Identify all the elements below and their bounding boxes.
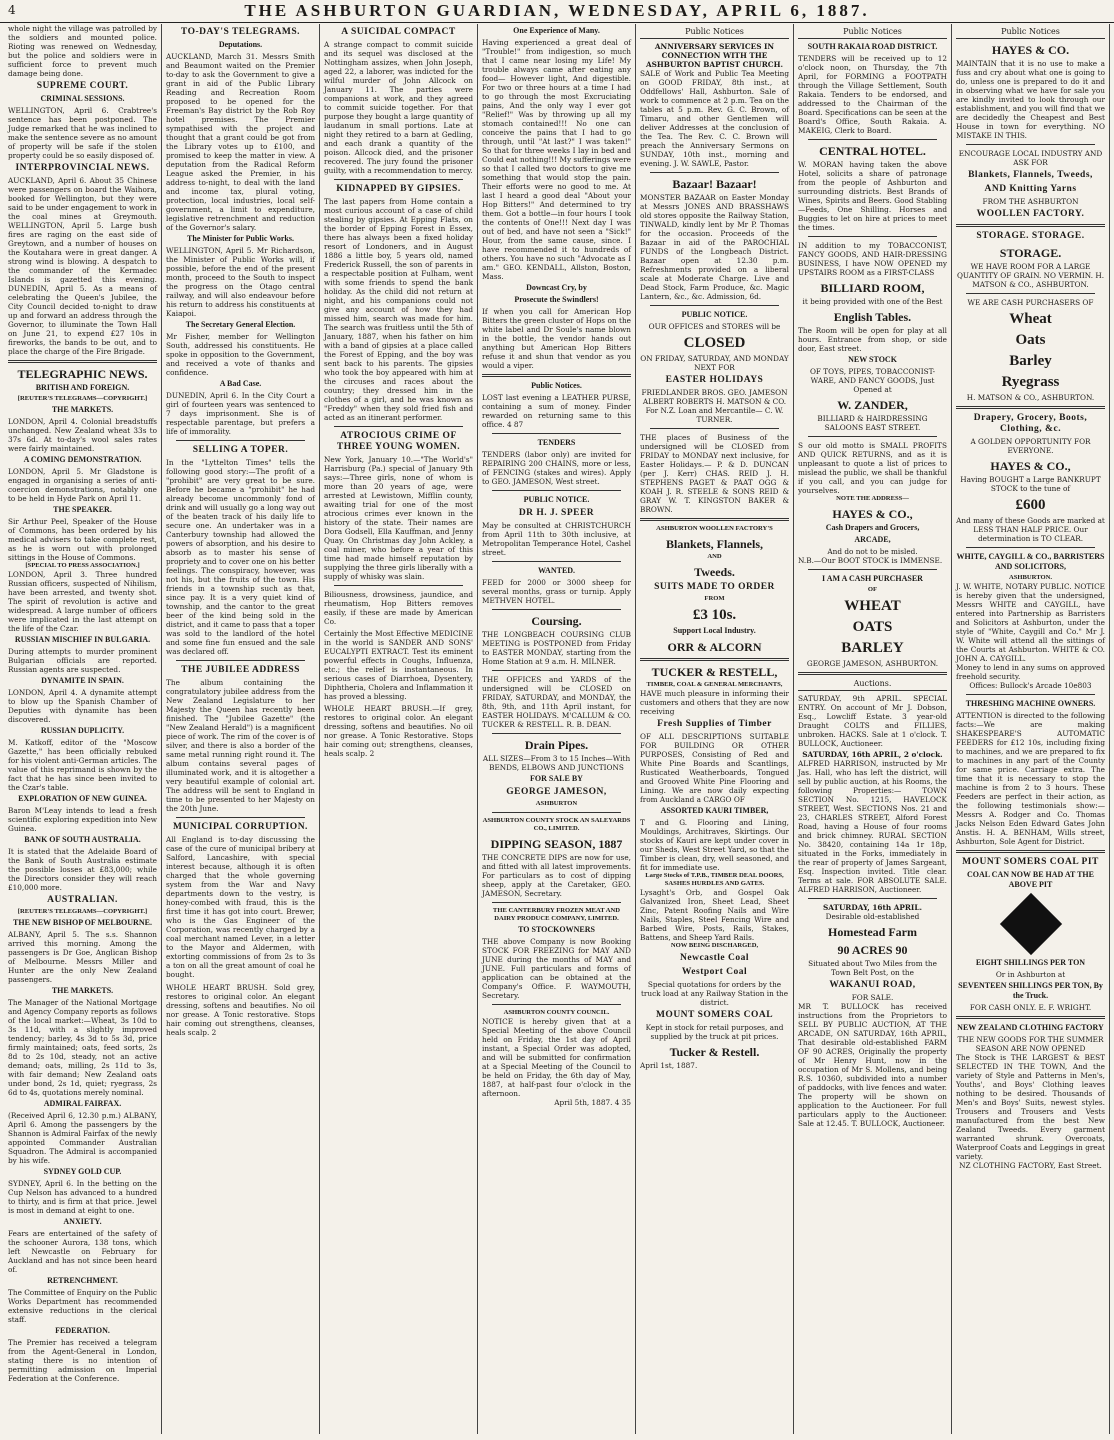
advertisement-heading: W. ZANDER, [837,398,908,412]
article-text: AUCKLAND, March 31. Messrs Smith and Beaumont waited on the Premier to-day to ask the Government to give a grant in aid of the Public Library Reading and Recreation Room proposed to be opened for the Freeman's Bay district by the Rob Roy hotel premises. The Premier sympathised with the project and thought that a grant could be got from the Library votes up to £100, and promised to keep the matter in view. A deputation from the Radical Reform League asked the Premier, in his address to-night, to deal with the land and income tax, plural voting, protection, local industries, local self-government, a limit to expenditure, legislative retrenchment and reduction of the Governor's salary. [166,52,315,232]
divider [176,660,305,661]
advertisement-heading: Blankets, Flannels, Tweeds, [968,170,1093,180]
article-heading: SELLING A TOPER. [192,445,289,455]
advertisement-text: ATTENTION is directed to the following facts:—We are making SHAKESPEARE'S AUTOMATIC FEEDERS for £12 10s, including fixing to machines, and we are prepared to fix to machines in any part of the County for same price. Carriage extra. The time that it is necessary to stop the machine is from 2 to 3 hours. These Feeders are perfect in their action, as the following testimonials show:— Messrs A. Rodger and Co. Thomas Jacks Nelson Eden Edward Gates John Anstis. H. A. BENHAM, Wills street, Ashburton, Sole Agent for District. [956,711,1105,846]
advertisement-price: £3 10s. [692,607,737,623]
advertisement-heading: NEW ZEALAND CLOTHING FACTORY [957,1023,1104,1032]
advertisement-heading: Tweeds. [694,565,735,579]
advertisement-text: Special quotations for orders by the truck load at any Railway Station in the district. [640,980,789,1007]
notice-heading: TENDERS [537,438,576,447]
advertisement-text: OF TOYS, PIPES, TOBACCONIST-WARE, AND FANCY GOODS, Just Opened at [809,367,936,394]
column-7 [952,24,1110,1434]
advertisement-text: MAINTAIN that it is no use to make a fuss and cry about what one is going to do, unless one is prepared to do it and in observing what we have for sale you are kindly invited to look through our establishment, and you will find that we are decidedly the Cheapest and Best House in town for everything. NO MISTAKE IN THIS. [956,59,1105,140]
notice-heading: ASHBURTON [535,800,578,807]
advertisement-text: The Room will be open for play at all hours. Entrance from shop, or side door, East street. [798,326,947,353]
columns [4,24,1110,1434]
auction-heading: 90 ACRES 90 [837,943,908,957]
advertisement-text: Or in Ashburton at [995,970,1066,979]
divider [956,406,1105,409]
masthead [0,0,1114,23]
article-text: The Premier has received a telegram from the Agent-General in London, stating there is no intention of permitting admission on Imperial Federation at the Conference. [8,1338,157,1383]
divider [966,694,1095,695]
article-text: Fears are entertained of the safety of the schooner Aurora, 138 tons, which left Newcastle on February for Auckland and has not since been heard of. [8,1229,157,1274]
advertisement-heading: HAYES & CO., [990,459,1071,473]
advertisement-heading: Cash Drapers and Grocers, [825,523,920,532]
notice-heading: SOUTH RAKAIA ROAD DISTRICT. [807,42,938,51]
advertisement-heading: Newcastle Coal [680,953,749,963]
notice-heading: Drain Pipes. [524,738,589,752]
advertisement-text: BILLIARD & HAIRDRESSING SALOONS EAST STREET. [817,414,928,432]
advertisement-text: IN addition to my TOBACCONIST, FANCY GOODS, AND HAIR-DRESSING BUSINESS, I have NOW OPENED my UPSTAIRS ROOM as a FIRST-CLASS [798,241,947,277]
divider [492,812,621,813]
notice-heading: EASTER HOLIDAYS [665,375,764,385]
article-heading: THE JUBILEE ADDRESS [181,665,300,675]
advertisement-heading: ASSORTED KAURI TIMBER, [660,806,769,815]
advertisement-heading: MOUNT SOMERS COAL PIT [962,857,1099,867]
auction-text: FOR SALE. [851,993,894,1002]
divider [966,547,1095,548]
article-heading: A SUICIDAL COMPACT [341,27,456,37]
advertisement-heading: Drapery, Grocery, Boots, Clothing, &c. [973,413,1088,434]
divider [176,817,305,818]
notice-date: April 1st, 1887. [640,1061,698,1070]
notice-heading: PUBLIC NOTICE. [681,310,748,319]
article-text: The album containing the congratulatory jubilee address from the New Zealand Legislature to her Majesty the Queen has recently been finished. The "Jubilee Gazette" (the "New Zealand Herald") is a magnificent piece of work. The rim of the cover is of silver, and there is also a border of the same metal running right round it. The album contains several pages of illuminated work, and it is altogether a very beautiful example of colonial art. The address will be sent to England in time to be presented to her Majesty on the 20th June. [166,678,315,813]
advertisement-heading: NOW BEING DISCHARGED, [670,942,759,949]
notice-text: May be consulted at CHRISTCHURCH from April 11th to 30th inclusive, at Metropolitan Temperance Hotel, Cashel street. [482,521,631,557]
advertisement-heading: STORAGE. STORAGE. [976,231,1085,241]
column-4 [478,24,636,1434]
advertisement-text: Biliousness, drowsiness, jaundice, and rheumatism, Hop Bitters removes easily, if these are made by American Co. [324,590,473,626]
divider [798,672,947,675]
diamond-ornament [999,893,1061,955]
advertisement-heading: FROM [704,595,725,602]
subheading: BRITISH AND FOREIGN. [35,383,130,392]
subheading: [REUTER'S TELEGRAMS—COPYRIGHT.] [17,395,148,402]
section-heading: Public Notices [798,27,947,39]
article-text: Baron M'Leay intends to lead a fresh scientific exploring expedition into New Guinea. [8,806,157,833]
notice-heading: GEORGE JAMESON, [506,787,607,797]
article-heading: KIDNAPPED BY GIPSIES. [336,184,461,194]
advertisement-text: WE HAVE ROOM FOR A LARGE QUANTITY OF GRAIN. NO VERMIN. H. MATSON & CO., ASHBURTON. [956,262,1105,289]
advertisement-text: S our old motto is SMALL PROFITS AND QUICK RETURNS, and as it is unpleasant to quote a list of prices to mislead the public, we shall be thankful if you call, and you can judge for yourselves. [798,441,947,495]
notice-text: J. W. WHITE, NOTARY PUBLIC. NOTICE is hereby given that the undersigned, Messrs WHITE and CAYGILL, have entered into Partnership as Barristers and Solicitors at Ashburton, under the style of "White, Caygill and Co." Mr J. W. White will attend all the sittings of the Courts at Ashburton. WHITE & CO. JOHN A. CAYGILL. [956,582,1105,663]
article-heading: A Bad Case. [219,379,262,388]
advertisement-heading: NEW STOCK [848,355,897,364]
article-text: A strange compact to commit suicide and its sequel was disclosed at the Nottingham assizes, when John Joseph, aged 22, a laborer, was indicted for the wilful murder of John Allcock on January 11. The parties were companions at work, and they agreed to commit suicide together. For that purpose they bought a large quantity of laudanum in small portions. Late at night they retired to a barn at Gedling, and each drank a quantity of the poison. Allcock died, and the prisoner recovered. The jury found the prisoner guilty, with a recommendation to mercy. [324,40,473,175]
notice-heading: ASHBURTON COUNTY COUNCIL. [503,1009,610,1016]
advertisement-heading: HAYES & CO., [832,507,913,521]
section-heading: AUSTRALIAN. [47,895,118,905]
divider [492,490,621,491]
advertisement-heading: STORAGE. [999,246,1062,260]
article-text: During attempts to murder prominent Bulgarian officials are reported. Russian agents are suspected. [8,647,157,674]
divider [640,518,789,521]
advertisement-heading: SUITS MADE TO ORDER [654,582,775,592]
notice-text: FRIEDLANDER BROS. GEO. JAMESON ALBERT ROBERTS H. MATSON & CO. For N.Z. Loan and Mercantile— C. W. TURNER. [641,388,788,424]
notice-text: OUR OFFICES and STORES will be [648,322,781,331]
subheading: CRIMINAL SESSIONS. [40,94,125,103]
advertisement-heading: AND [707,553,722,560]
article-text: AUCKLAND, April 6. About 35 Chinese were passengers on board the Waihora, booked for Wellington, but they were said to be under engagement to work in the coal mines at Greymouth. WELLINGTON, April 5. Large bush fires are raging on the east side of Greytown, and a number of houses on the Koutahara were in great danger. A strong wind is blowing. A despatch to the commander of the Kermadec Islands is gazetted this evening. DUNEDIN, April 5. As a means of celebrating the Queen's Jubilee, the City Council decided to-night to draw up and forward an address through the Governor, to illuminate the Town Hall on June 21, to expend £27 10s in fireworks, the bands to be out, and to place the charge of the Fire Brigade. [8,176,157,356]
advertisement-text: And many of these Goods are marked at LESS THAN HALF PRICE. Our determination is TO CLEAR. [956,516,1105,543]
article-text: LONDON, April 4. Colonial breadstuffs unchanged. New Zealand wheat 33s to 37s 6d. At to-day's wool sales rates were fairly maintained. [8,417,157,453]
advertisement-text: WHOLE HEART BRUSH. Sold grey, restores to original color. An elegant dressing, softens and beautifies. No oil nor grease. A Tonic restorative. Stops hair coming out strengthens, cleanses, heals scalp. 2 [166,983,315,1037]
divider [492,609,621,610]
article-heading: MUNICIPAL CORRUPTION. [173,822,308,832]
advertisement-text: Lysaght's Orb, and Gospel Oak Galvanized Iron, Sheet Lead, Sheet Zinc, Patent Roofing Nails and Wire Nails, Staples, Steel Fencing Wire and Barbed Wire, Posts, Rails, Stakes, Battens, and Sheep Yard Rails. [640,888,789,942]
advertisement-text: W. MORAN having taken the above Hotel, solicits a share of patronage from the people of Ashburton and surrounding districts. Best Brands of Wines, Spirits and Beers. Good Stabling—Feeds, One Shilling. Horses and Buggies to let on hire at prices to meet the times. [798,160,947,232]
auction-text: SATURDAY, 9th APRIL. SPECIAL ENTRY. On account of Mr J. Dobson, Esq., Lowcliff Estate. 3 year-old Draught COLTS and FILLIES, unbroken. HACKS. Sale at 1 o'clock. T. BULLOCK, Auctioneer. [798,694,947,748]
article-text: All England is to-day discussing the case of the cure of municipal bribery at Salford, Lancashire, with special interest because, although it is often charged that the whole governing system from the War and Navy departments down to the vestry, is honey-combed with fraud, this is the first time it has got into court. Brewer, who is the Gas Engineer of the Corporation, was recently charged by a coal merchant named Lever, in a letter to the Mayor and Aldermen, with extorting commissions of from 2s to 3s a ton on all the great amount of coal he bought. [166,835,315,979]
notice-heading: WHITE, CAYGILL & CO., BARRISTERS AND SOLICITORS, [956,552,1105,571]
article-heading: The Secretary General Election. [185,320,296,329]
auction-heading: Homestead Farm [828,925,917,939]
notice-heading: TO STOCKOWNERS [518,925,595,934]
article-heading: A COMING DEMONSTRATION. [23,455,142,464]
advertisement-text: WHOLE HEART BRUSH.—If grey, restores to original color. An elegant dressing, softens and beautifies. No oil nor grease. A Tonic Restorative. Stops hair coming out; strengthens, cleanses, heals scalp. 2 [324,704,473,758]
advertisement-text: Having BOUGHT a Large BANKRUPT STOCK to the tune of [960,475,1101,493]
section-heading: Public Notices. [531,381,582,390]
article-text: WELLINGTON, April 6. Crabtree's sentence has been postponed. The Judge remarked that he was inclined to make the sentence severe as no amount of property will be safe if the stolen property could be so easily disposed of. [8,106,157,160]
notice-heading: WANTED. [537,566,576,575]
article-heading: ANXIETY. [63,1217,102,1226]
notice-text: THE CONCRETE DIPS are now for use, and fitted with all latest improvements. For particulars as to cost of dipping sheep, apply at the Caretaker, GEO. JAMESON, Secretary. [482,853,631,898]
article-heading: Deputations. [218,40,263,49]
section-heading: SUPREME COURT. [36,81,129,91]
advertisement-heading: Tucker & Restell. [669,1045,760,1059]
advertisement-heading: Wheat [1009,311,1052,327]
advertisement-text: HAVE much pleasure in informing their customers and others that they are now receiving [640,689,789,716]
notice-date: April 5th, 1887. 4 35 [554,1098,631,1107]
advertisement-heading: Support Local Industry. [673,626,756,635]
column-1 [4,24,162,1434]
article-text: (Received April 6, 12.30 p.m.) ALBANY, April 6. Among the passengers by the Shannon is Admiral Fairfax of the newly appointed Commander Australian Squadron. The Admiral is accompanied by his wife. [8,1111,157,1165]
notice-heading: FOR SALE BY [530,774,583,783]
article-heading: BANK OF SOUTH AUSTRALIA. [24,835,141,844]
section-heading: TELEGRAPHIC NEWS. [17,367,148,381]
advertisement-text: Certainly the Most Effective MEDICINE in the world is SANDER AND SONS' EUCALYPTI EXTRACT. Test its eminent powerful effects in Coughs, Influenza, etc.; the relief is instantaneous. In serious cases of Diarrhoea, Dysentery, Diphtheria, Cholera and Inflammation it has proved a blessing. [324,629,473,701]
notice-text: THE above Company is now Booking STOCK FOR FREEZING for MAY AND JUNE during the months of MAY and JUNE. Full particulars and forms of application can be obtained at the Company's Office. F. WAYMOUTH, Secretary. [482,937,631,1000]
divider [956,1016,1105,1019]
notice-text: Offices: Bullock's Arcade 10e803 [969,681,1092,690]
advertisement-text: Kept in stock for retail purposes, and supplied by the truck at pit prices. [645,1023,784,1041]
auction-text: MR T. BULLOCK has received instructions from the Proprietors to SELL BY PUBLIC AUCTION, AT THE ARCADE, ON SATURDAY, 16th APRIL, That desirable old-established FARM OF 90 ACRES, Originally the property of Mr Henry Hunt, now in the occupation of Mr S. Mollens, and being R.S. 10360, subdivided into a number of paddocks, with live fences and water. The property will be shown on application to the Auctioneer. For full particulars apply to the Auctioneer. Sale at 12.45. T. BULLOCK, Auctioneer. [798,1002,947,1128]
advertisement-heading: HAYES & CO. [991,43,1070,57]
article-heading: RUSSIAN MISCHIEF IN BULGARIA. [14,635,151,644]
advertisement-text: GEORGE JAMESON, ASHBURTON. [806,659,939,668]
article-text: LONDON, April 4. A dynamite attempt to blow up the Spanish Chamber of Deputies with dynamite has been discovered. [8,688,157,724]
advertisement-text: And do not to be misled. [827,547,918,556]
article-text: It is stated that the Adelaide Board of the Bank of South Australia estimate the possible losses at £83,000; while the Directors consider they will reach £10,000 more. [8,847,157,892]
advertisement-text: OF ALL DESCRIPTIONS SUITABLE FOR BUILDING OR OTHER PURPOSES, Consisting of Red and White Pine Boards and Scantlings, Rusticated Weatherboards, Tongued and Grooved White Pine Flooring and Lining. We are now daily expecting from Auckland a CARGO OF [640,732,789,804]
article-text: M. Katkoff, editor of the "Moscow Gazette," has been officially rebuked for his violent anti-German articles. The value of this reprimand is shown by the fact that he has since been invited to the Czar's table. [8,738,157,792]
divider [956,850,1105,853]
advertisement-heading: EIGHT SHILLINGS PER TON [975,958,1086,967]
advertisement-heading: BARLEY [841,640,904,656]
divider [176,440,305,441]
article-heading: Prosecute the Swindlers! [514,295,599,304]
article-heading: THE SPEAKER. [53,505,112,514]
auction-text: Situated about Two Miles from the Town Belt Post, on the [808,959,937,977]
advertisement-text: FROM THE ASHBURTON [982,197,1079,206]
article-text: In the "Lyttelton Times" tells the following good story:—The profit of a "prohibit" are very great to be sure. Before he became a "prohibit" he had already become uncommonly fond of drink and will usually go a long way out of the beaten track of his daily life to secure one. An undertaker was in a Canterbury township had allowed the powers of absorption, and his desire to absorb as to master his sense of propriety and to cover one on his better feelings. The conspiracy, however, was not his, but the fruits of the town. His friends in a township such as that, since pay. It is a very quiet kind of township, and the cantor to the great beer of the kind being sold in the district, and it came to pass that a toper was sold to the landlord of the hotel and some fine fun ensued and the sale was declared off. [166,458,315,656]
article-heading: DYNAMITE IN SPAIN. [41,676,124,685]
notice-heading: THE CANTERBURY FROZEN MEAT AND DAIRY PRODUCE COMPANY, LIMITED. [492,907,621,922]
divider [808,236,937,237]
auction-text: ALFRED HARRISON, instructed by Mr Jas. Hall, who has left the district, will sell by public auction, at his Rooms, the following Properties:— TOWN SECTION No. 1215, HAVELOCK STREET, West. SECTIONS Nos. 21 and 23, CHARLES STREET, Alford Forest Road, having a House of four rooms and brick chimney. RURAL SECTION No. 38420, containing 14a 1r 18p, situated in the Forks, immediately in the rear of property of James Sargeant, Esq. Inspection invited. Title clear. Terms at sale. FOR ABSOLUTE SALE. ALFRED HARRISON, Auctioneer. [798,759,947,894]
advertisement-text: THE NEW GOODS FOR THE SUMMER SEASON ARE NOW OPENED [957,1035,1104,1053]
divider [492,561,621,562]
advertisement-heading: ORR & ALCORN [667,640,762,654]
advertisement-heading: Oats [1015,332,1046,348]
notice-text: TENDERS (labor only) are invited for REPAIRING 200 CHAINS, more or less, of FENCING (stakes and wires). Apply to GEO. JAMESON, West street. [482,450,631,486]
divider [8,360,157,363]
column-2 [162,24,320,1434]
notice-heading: ASHBURTON COUNTY STOCK AN SALEYARDS CO., LIMITED. [482,817,631,832]
subheading: [REUTER'S TELEGRAMS—COPYRIGHT.] [17,908,148,915]
article-text: LONDON, April 5. Mr Gladstone is engaged in organising a series of anti-coercion demonstrations, notably one to be held in Hyde Park on April 11. [8,467,157,503]
divider [650,428,779,429]
advertisement-text: FOR CASH ONLY. E. F. WRIGHT. [969,1003,1092,1012]
advertisement-heading: English Tables. [833,310,912,324]
article-text: Sir Arthur Peel, Speaker of the House of Commons, has been ordered by his medical advisers to take complete rest, as he is worn out with prolonged sittings in the House of Commons. [8,517,157,562]
article-heading: ATROCIOUS CRIME OF THREE YOUNG WOMEN. [336,431,461,452]
divider [334,585,463,586]
advertisement-heading: Fresh Supplies of Timber [657,719,772,729]
article-heading: ADMIRAL FAIRFAX. [43,1099,122,1108]
advertisement-heading: SEVENTEEN SHILLINGS PER TON, By the Truck. [958,981,1103,1000]
article-text: DUNEDIN, April 6. In the City Court a girl of fourteen years was sentenced to 7 days imprisonment. She is of respectable parentage, but prefers a life of immorality. [166,391,315,436]
notice-heading: ANNIVERSARY SERVICES IN CONNECTION WITH THE ASHBURTON BAPTIST CHURCH. [645,42,784,69]
notice-heading: ASHBURTON. [1008,574,1053,581]
article-text: The Manager of the National Mortgage and Agency Company reports as follows of the local market:—Wheat, 3s 10d to 3s 11d, with a slightly improved tendency; barley, 4s 3d to 5s 3d, price firmly maintained; oats, feed sorts, 2s 8d to 2s 10d, steady, not an active demand; oats, milling, 2s 11d to 3s, with fair demand; New Zealand oats under bond, 2s 1d, quiet; ryegrass, 2s 6d to 4s, quotations merely nominal. [8,998,157,1097]
auction-text: SATURDAY, 16th APRIL, 2 o'clock. [802,750,943,759]
article-text: LONDON, April 3. Three hundred Russian officers, suspected of Nihilism, have been arrested, and twenty shot. The spirit of revolution is active and widespread. A large number of officers were implicated in the last attempt on the life of the Czar. [8,570,157,633]
article-heading: THE MARKETS. [51,986,114,995]
advertisement-heading: TUCKER & RESTELL, [651,665,778,679]
article-heading: SYDNEY GOLD CUP. [43,1167,122,1176]
notice-heading: Bazaar! Bazaar! [672,177,757,191]
divider [808,898,937,899]
advertisement-heading: WHEAT [844,598,901,614]
advertisement-heading: COAL CAN NOW BE HAD AT THE ABOVE PIT [967,870,1094,889]
auction-text: Desirable old-established [825,912,920,921]
notice-heading: DR H. J. SPEER [518,508,595,518]
article-heading: FEDERATION. [55,1326,110,1335]
section-heading: Public Notices [640,27,789,39]
article-text: SYDNEY, April 6. In the betting on the Cup Nelson has advanced to a hundred to thirty, and is firm at that price. Jewel is most in demand at eight to one. [8,1179,157,1215]
advertisement-text: NZ CLOTHING FACTORY, East Street. [959,1161,1102,1170]
divider [966,144,1095,145]
advertisement-heading: AND Knitting Yarns [984,184,1077,194]
advertisement-heading: Large Stocks of T.P.B., TIMBER DEAL DOORS, SASHES HURDLES AND GATES. [645,872,784,887]
subheading: [SPECIAL TO PRESS ASSOCIATION.] [25,562,140,569]
divider [808,139,937,140]
divider [334,426,463,427]
section-heading: INTERPROVINCIAL NEWS. [15,163,150,173]
advertisement-price: £600 [1015,497,1046,513]
advertisement-heading: I AM A CASH PURCHASER [822,574,923,583]
advertisement-text: A GOLDEN OPPORTUNITY FOR EVERYONE. [970,437,1091,455]
notice-text: ALL SIZES—From 3 to 15 Inches—With BENDS, ELBOWS AND JUNCTIONS [482,754,631,772]
divider [650,305,779,306]
notice-text: THE LONGBEACH COURSING CLUB MEETING is POSTPONED from Friday to EASTER MONDAY, starting from the Home Station at 9 a.m. H. MILNER. [482,630,631,666]
divider [482,374,631,377]
advertisement-text: H. MATSON & CO., ASHBURTON. [966,393,1095,402]
notice-text: THE places of Business of the undersigned will be CLOSED from FRIDAY to MONDAY next inclusive, for Easter Holidays.— P. & D. DUNCAN (per J. Kerr) CHAS. REID J. H. STEPHENS PAGET & PAAT OGG & KOAH J. R. STEELE & SONS REID & GRAY W. T. KINGSTON BAKER & BROWN. [640,433,789,514]
article-text: The Committee of Enquiry on the Public Works Department has recommended extensive reductions in the clerical staff. [8,1288,157,1324]
advertisement-text: ENCOURAGE LOCAL INDUSTRY AND ASK FOR [958,149,1103,167]
notice-heading: DIPPING SEASON, 1887 [490,837,623,851]
notice-text: THE OFFICES and YARDS of the undersigned will be CLOSED on FRIDAY, SATURDAY, and MONDAY, the 8th, 9th, and 11th April instant, for EASTER HOLIDAYS. M'CALLUM & CO. TUCKER & RESTELL. R. B. DEAN. [482,675,631,729]
notice-text: TENDERS will be received up to 12 o'clock noon, on Thursday, the 7th April, for FORMING a FOOTPATH through the Village Settlement, South Rakaia. Tenders to be endorsed, and addressed to the Chairman of the Board. Specifications can be seen at the Board's Office, South Rakaia. A. MAKEIG, Clerk to Board. [798,54,947,135]
divider [966,293,1095,294]
notice-text: SALE of Work and Public Tea Meeting on GOOD FRIDAY, 8th inst., at Oddfellows' Hall, Ashburton. Sale of work to commence at 2 p.m. Tea on the tables at 5 p.m. Rev. G. C. Brown, of Timaru, and other Gentlemen will deliver Addresses at the conclusion of the Tea. The Rev. C. C. Brown will preach the Anniversary Sermons on SUNDAY, 10th inst., morning and evening. J. W. SAWLE, Pastor. [640,69,789,168]
divider [808,569,937,570]
divider [808,436,937,437]
auction-heading: WAKANUI ROAD, [829,980,916,990]
article-text: New York, January 10.—"The World's" Harrisburg (Pa.) special of January 9th says:—Three girls, none of whom is more than 20 years of age, were arrested at Lewistown, Mifflin county, awaiting trial for one of the most atrocious crimes ever known in the history of the state. Their names are Dora Godsell, Ella Kauffman, and Jenny Quay. On Christmas day John Ackley, a coal miner, who before a year of this time had made himself reputation by supplying the three girls liberally with a supply of whisky was slain. [324,455,473,581]
advertisement-text: it being provided with one of the Best [802,297,943,306]
article-text: WELLINGTON, April 5. Mr Richardson, the Minister of Public Works will, if possible, before the end of the present month, proceed to the South to inspect the progress on the Otago central railway, and will also endeavour before his return to address his constituents at Kaiapoi. [166,246,315,318]
advertisement-text: If when you call for American Hop Bitters the green cluster of Hops on the white label and Dr Soule's name blown in the bottle, the vendor hands out anything but American Hop Bitters refuse it and shun that vendor as you would a viper. [482,307,631,370]
article-heading: RUSSIAN DUPLICITY. [40,726,125,735]
column-3 [320,24,478,1434]
divider [650,172,779,173]
auction-text: SATURDAY, 16th APRIL. [822,903,923,912]
article-text: ALBANY, April 5. The s.s. Shannon arrived this morning. Among the passengers is Dr Goe, Anglican Bishop of Melbourne. Messrs Miller and Hunter are the only New Zealand passengers. [8,930,157,984]
article-heading: The Minister for Public Works. [187,234,294,243]
notice-text: ON FRIDAY, SATURDAY, AND MONDAY NEXT FOR [640,354,789,372]
notice-text: Money to lend in any sums on approved freehold security. [956,663,1105,681]
advertisement-text: Having experienced a great deal of "Trouble!" from indigestion, so much that I came near losing my Life! My trouble always came after eating any food— However light, And digestible. For two or three hours at a time I had to go through the most Excruciating pains, And the only way I ever got "Relief!" Was by throwing up all my stomach contained!!! No one can conceive the pains that I had to go through, until "At last?" I was taken!" So that for three weeks I lay in bed and Could eat nothing!!! My sufferings were so that I called two doctors to give me something that would stop the pain. Their efforts were no good to me. At last I heard a good deal "About your Hop Bitters!" And determined to try them. Got a bottle—in four hours I took the contents of One!!! Next day I was out of bed, and have not seen a "Sick!" Hour, from the same cause, since. I have recommended it to hundreds of others. You have no such "Advocate as I am." GEO. KENDALL, Allston, Boston, Mass. [482,38,631,281]
notice-text: LOST last evening a LEATHER PURSE, containing a sum of money. Finder rewarded on returning same to this office. 4 87 [482,393,631,429]
advertisement-heading: MOUNT SOMERS COAL [655,1010,774,1020]
advertisement-heading: Westport Coal [681,967,748,977]
advertisement-heading: WOOLLEN FACTORY. [976,209,1085,219]
advertisement-heading: THRESHING MACHINE OWNERS. [965,699,1096,708]
article-heading: EXPLORATION OF NEW GUINEA. [18,794,147,803]
divider [492,733,621,734]
advertisement-heading: OF [867,586,878,593]
notice-heading: CLOSED [683,335,746,351]
page-number: 4 [8,3,16,17]
article-heading: Downcast Cry, by [526,283,587,292]
article-heading: RETRENCHMENT. [47,1276,118,1285]
section-heading: Public Notices [956,27,1105,39]
advertisement-heading: CENTRAL HOTEL. [819,144,926,158]
divider [492,433,621,434]
article-text: whole night the village was patrolled by the soldiers and mounted police. Rioting was renewed on Wednesday, but the police and soldiers were in sufficient force to prevent much damage being done. [8,24,157,78]
section-heading: Auctions. [798,679,947,691]
notice-heading: PUBLIC NOTICE. [523,495,590,504]
column-6 [794,24,952,1434]
notice-heading: Coursing. [531,614,582,628]
article-text: Mr Fisher, member for Wellington South, addressed his constituents. He spoke in opposition to the Government, and received a vote of thanks and confidence. [166,332,315,377]
newspaper-title: THE ASHBURTON GUARDIAN, WEDNESDAY, APRIL 6, 1887. [244,1,870,20]
advertisement-text: WE ARE CASH PURCHASERS OF [967,298,1094,307]
advertisement-text: N.B.—Our BOOT STOCK is IMMENSE. [798,556,943,565]
article-text: The last papers from Home contain a most curious account of a case of child stealing by gipsies. At Epping Flats, on the border of Epping Forest in Essex, there has always been a fixed holiday resort of Londoners, and in August 1886 a little boy, 5 years old, named Frederick Russell, the son of parents in a respectable position at Fulham, went with some friends to spend the bank holiday. As the child did not return at night, and his companions could not give any account of how they had missed him, search was made for him. The search was fruitless until the 5th of January, 1887, when his father on him with a band of gipsies at a place called the Forest of Epping, and the boy was sent back to his parents. The gipsies who took the boy appeared with him at the circuses and races about the country; they dressed him in the clothes of a girl, and he was known as "Freddy" when they sold fried fish and acted as an itinerant performer. [324,197,473,422]
divider [334,179,463,180]
notice-text: NOTICE is hereby given that at a Special Meeting of the above Council held on Friday, the 1st day of April instant, a Special Order was adopted, and will be submitted for confirmation at a Special Meeting of the Council to be held on Friday, the 6th day of May, 1887, at half-past four o'clock in the afternoon. [482,1017,631,1098]
article-heading: THE NEW BISHOP OF MELBOURNE. [13,918,152,927]
divider [492,902,621,903]
notice-text: FEED for 2000 or 3000 sheep for several months, grass or turnip. Apply METHVEN HOTEL. [482,578,631,605]
advertisement-heading: Blankets, Flannels, [665,537,764,551]
advertisement-heading: NOTE THE ADDRESS— [836,495,909,502]
advertisement-text: The Stock is THE LARGEST & BEST SELECTED IN THE TOWN, And the variety of Style and Patterns in Men's, Youths', and Boys' Clothing leaves nothing to be desired. Thousands of Men's and Boys' Suits, newest styles. Trousers and Trousers and Vests manufactured from the best New Zealand Tweeds. Every garment warranted shrunk. Overcoats, Waterproof Coats and Leggings in great variety. [956,1053,1105,1161]
advertisement-text: T and G. Flooring and Lining, Mouldings, Architraves, Skirtings. Our stocks of Kauri are kept under cover in our Sheds, West Street Yard, so that the Timber is clean, dry, well seasoned, and fit for immediate use. [640,818,789,872]
advertisement-heading: ASHBURTON WOOLLEN FACTORY'S [656,525,773,532]
article-heading: THE MARKETS. [51,405,114,414]
advertisement-heading: Ryegrass [1001,374,1060,390]
advertisement-heading: TIMBER, COAL & GENERAL MERCHANTS, [646,681,783,688]
divider [640,658,789,661]
advertisement-heading: OATS [852,619,893,635]
column-5 [636,24,794,1434]
advertisement-heading: BILLIARD ROOM, [820,281,925,295]
divider [492,1004,621,1005]
advertisement-heading: Barley [1009,353,1052,369]
advertisement-heading: ARCADE, [854,535,891,544]
divider [956,224,1105,227]
divider [492,670,621,671]
notice-text: MONSTER BAZAAR on Easter Monday at Messrs JONES AND BRASSHAWS old stores opposite the Railway Station, TINWALD, kindly lent by Mr P. Thomas for the occasion. Proceeds of the Bazaar in aid of the PAROCHIAL FUNDS of the Longbeach District. Bazaar open at 12.30 p.m. Refreshments provided on a liberal scale at Moderate Charge. Live and Dead Stock, Farm Produce, &c. Magic Lantern, &c., &c. Admission, 6d. [640,193,789,301]
section-heading: TO-DAY'S TELEGRAMS. [180,27,301,37]
article-heading: One Experience of Many. [513,26,600,35]
